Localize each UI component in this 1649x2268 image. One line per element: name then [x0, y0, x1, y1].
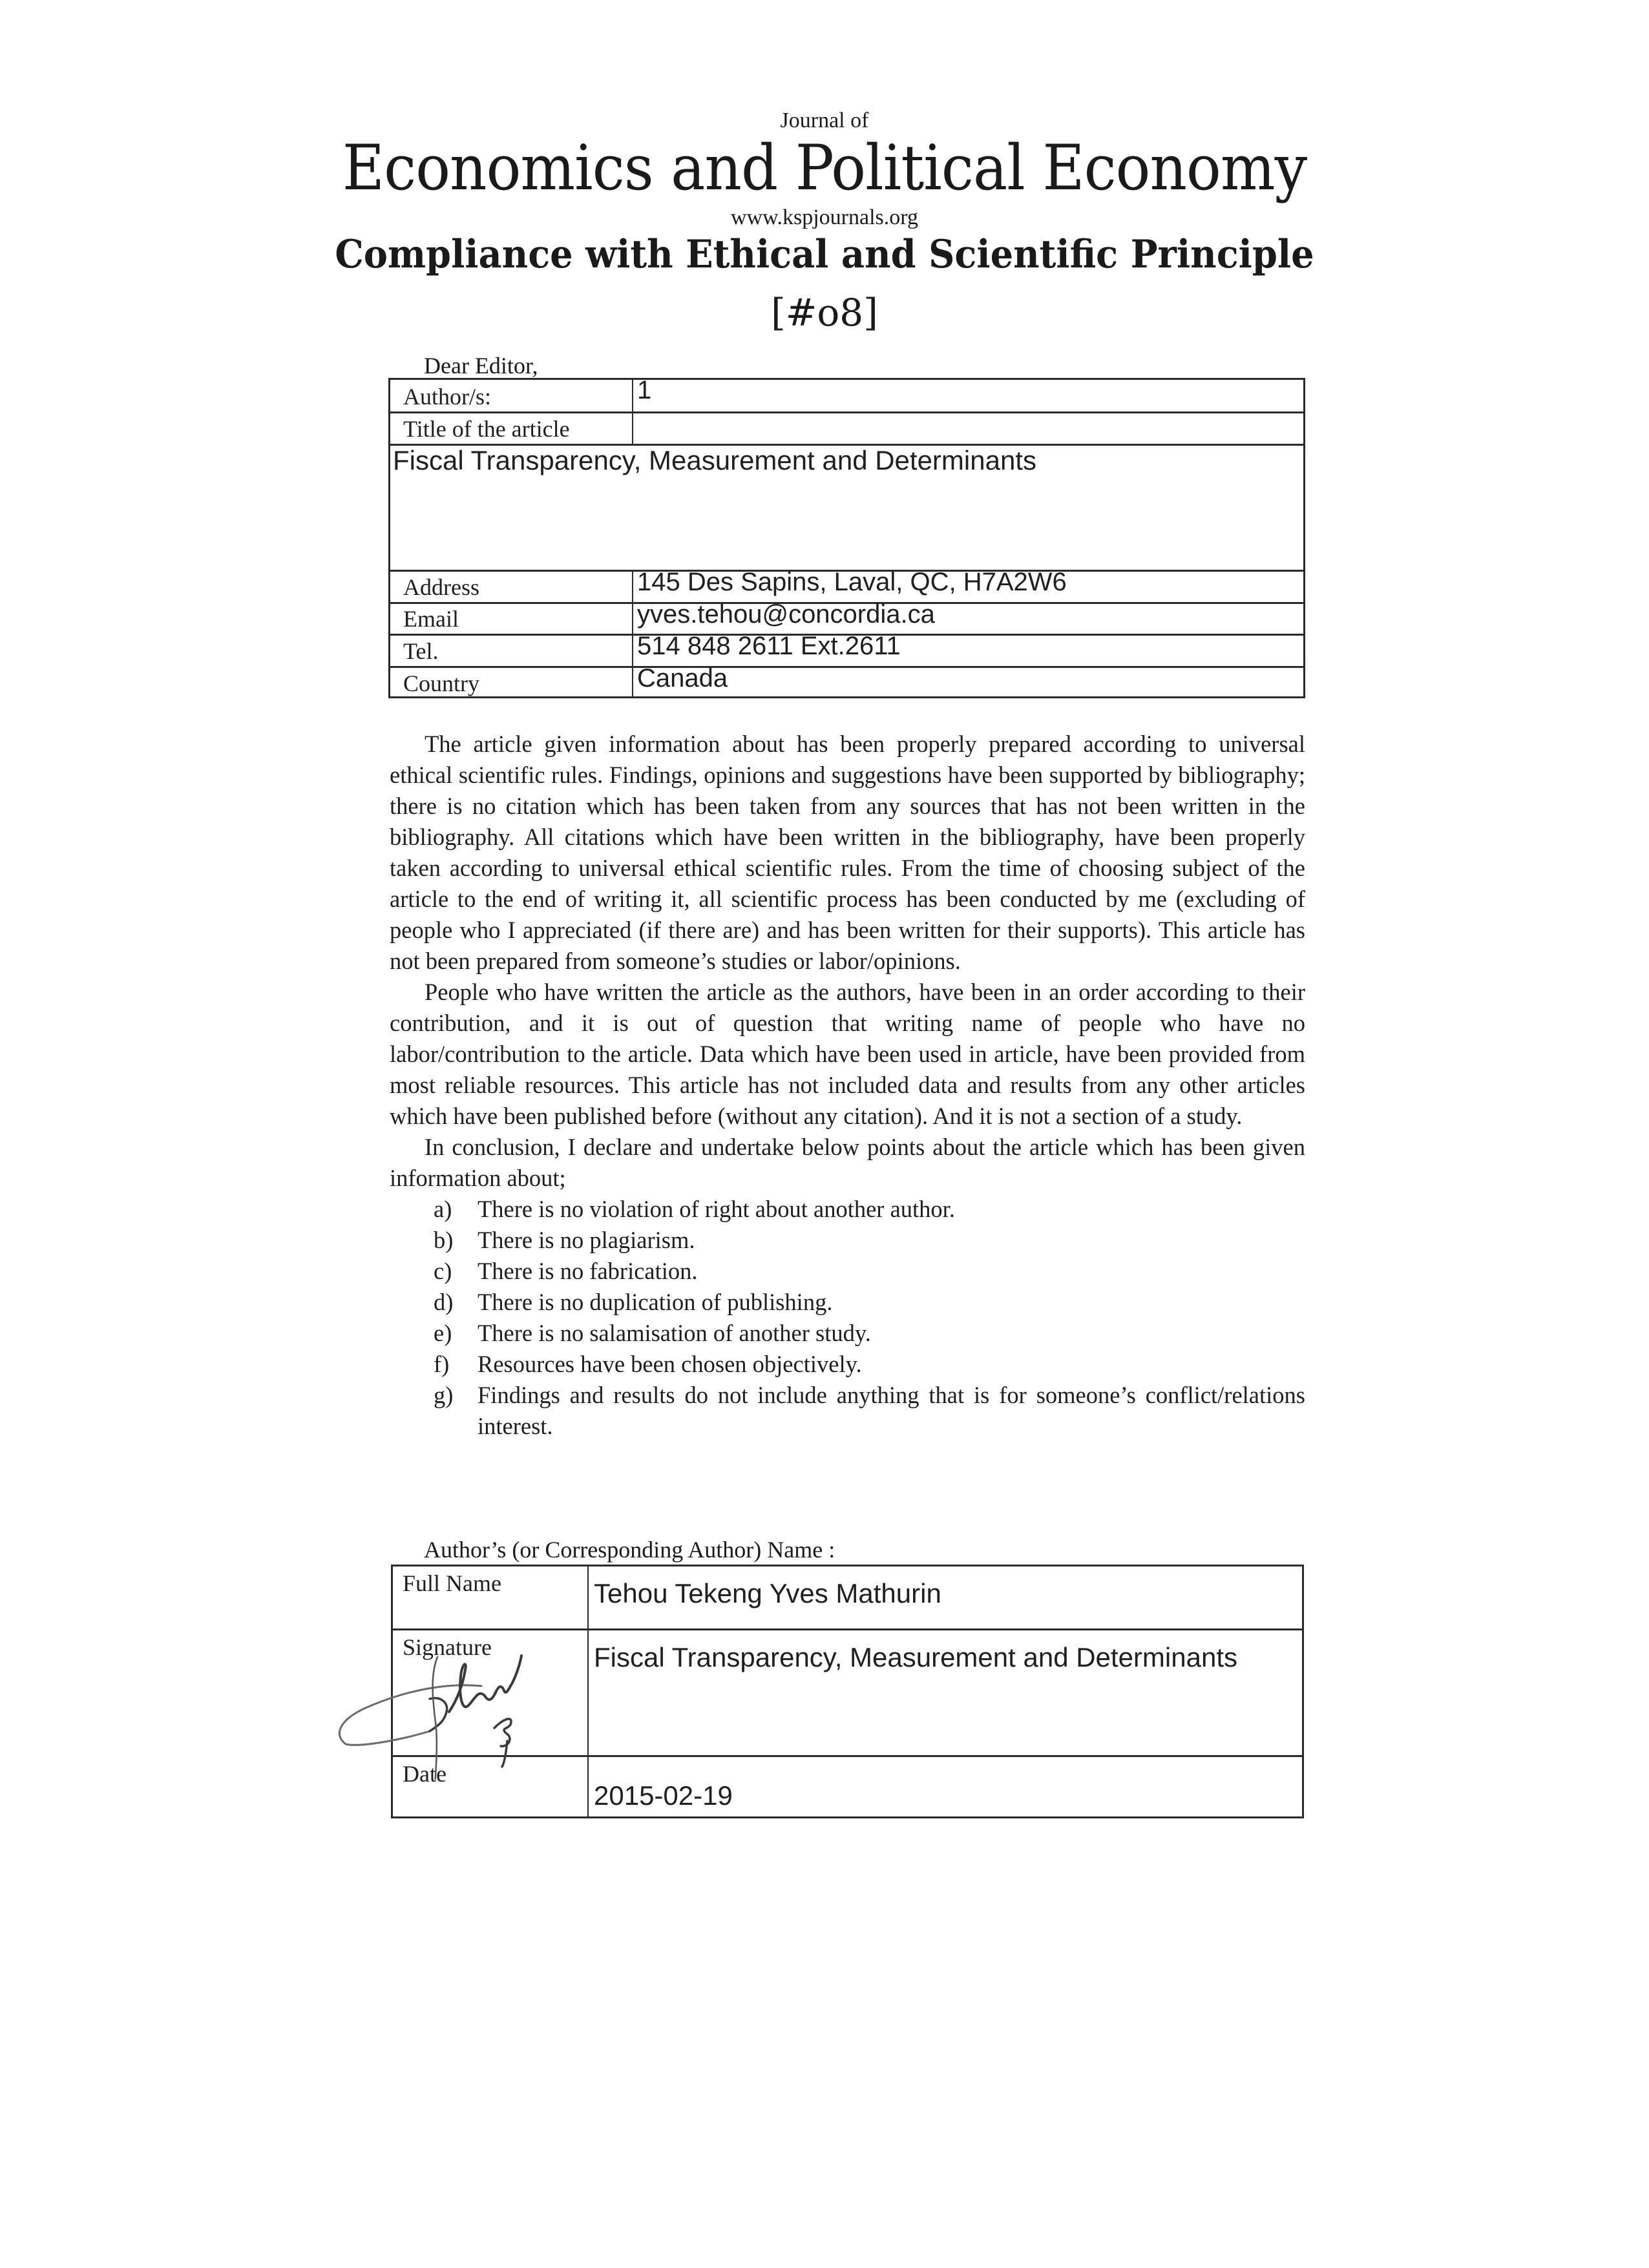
authors-label-cell	[390, 380, 632, 411]
declaration-item	[434, 1194, 1305, 1225]
tel-row	[390, 634, 1303, 666]
country-value: Canada	[637, 664, 728, 692]
email-value: yves.tehou@concordia.ca	[637, 600, 935, 629]
declaration-marker: b)	[434, 1227, 454, 1253]
tel-value-cell	[632, 632, 1303, 666]
declaration-item	[434, 1225, 1305, 1256]
signature-row	[393, 1628, 1302, 1755]
tel-label-cell	[390, 636, 632, 666]
journal-prefix: Journal of	[780, 109, 869, 132]
declaration-text: There is no plagiarism.	[478, 1227, 695, 1253]
salutation: Dear Editor,	[424, 353, 538, 379]
body-paragraph-3: In conclusion, I declare and undertake below points about the article which has been given information about;	[390, 1134, 1305, 1191]
declaration-text: There is no salamisation of another study.	[478, 1320, 871, 1346]
author-name-caption: Author’s (or Corresponding Author) Name :	[424, 1537, 835, 1563]
address-label-cell	[390, 572, 632, 602]
declaration-text: Resources have been chosen objectively.	[478, 1351, 862, 1377]
declaration-text: Findings and results do not include anything that is for someone’s conflict/relations interest.	[478, 1382, 1305, 1439]
date-value: 2015-02-19	[587, 1757, 1302, 1816]
journal-name: Economics and Political Economy	[342, 132, 1307, 204]
address-value-cell	[632, 568, 1303, 602]
country-label-cell	[390, 668, 632, 698]
declaration-text: There is no violation of right about another author.	[478, 1196, 955, 1222]
title-label: Title of the article	[403, 416, 570, 442]
tel-value: 514 848 2611 Ext.2611	[637, 632, 901, 660]
declaration-item	[434, 1318, 1305, 1349]
address-value: 145 Des Sapins, Laval, QC, H7A2W6	[637, 568, 1067, 596]
declaration-marker: d)	[434, 1289, 454, 1315]
title-empty-cell	[632, 413, 1303, 444]
authors-row	[390, 376, 1303, 411]
title-label-row	[390, 411, 1303, 444]
author-signature-table	[391, 1565, 1304, 1818]
declaration-marker: g)	[434, 1382, 454, 1408]
email-row	[390, 602, 1303, 634]
full-name-row	[393, 1566, 1302, 1628]
article-info-table	[388, 378, 1305, 698]
country-value-cell	[632, 664, 1303, 698]
article-title-value: Fiscal Transparency, Measurement and Determinants	[393, 445, 1036, 475]
title-label-cell	[390, 413, 632, 444]
body-paragraph-1: The article given information about has been properly prepared according to universal ethical scientific rules. Findings, opinions and suggestions have been supported by bibliography; there is no citation which has been taken from any sources that has not been written in the bibliography. All citations which have been written in the bibliography, have been properly taken according to universal ethical scientific rules. From the time of choosing subject of the article to the end of writing it, all scientific process has been conducted by me (excluding of people who I appreciated (if there are) and has been written for their supports). This article has not been prepared from someone’s studies or labor/opinions.	[390, 731, 1305, 974]
declaration-text: There is no duplication of publishing.	[478, 1289, 833, 1315]
authors-value-cell	[632, 376, 1303, 411]
country-label: Country	[403, 671, 480, 696]
full-name-value: Tehou Tekeng Yves Mathurin	[587, 1566, 1302, 1628]
tel-label: Tel.	[403, 638, 439, 664]
full-name-label: Full Name	[403, 1570, 501, 1596]
email-value-cell	[632, 600, 1303, 634]
declaration-item	[434, 1256, 1305, 1287]
declaration-item	[434, 1380, 1305, 1442]
declaration-marker: e)	[434, 1320, 452, 1346]
form-title: Compliance with Ethical and Scientific Principle	[335, 232, 1314, 277]
declaration-marker: c)	[434, 1258, 452, 1284]
date-row	[393, 1755, 1302, 1816]
country-row	[390, 666, 1303, 698]
signature-label: Signature	[403, 1634, 492, 1660]
authors-label: Author/s:	[403, 384, 492, 410]
declaration-list	[390, 1194, 1305, 1442]
body-paragraph-2: People who have written the article as the authors, have been in an order according to their contribution, and it is out of question that writing name of people who have no labor/contribution to the article. Data which have been used in article, have been provided from most reliable resources. This article has not included data and results from any other articles which have been published before (without any citation). And it is not a section of a study.	[390, 979, 1305, 1129]
declaration-marker: a)	[434, 1196, 452, 1222]
declaration-text: There is no fabrication.	[478, 1258, 698, 1284]
email-label-cell	[390, 604, 632, 634]
form-number: [#o8]	[771, 291, 878, 335]
authors-value: 1	[637, 376, 652, 404]
declaration-marker: f)	[434, 1351, 450, 1377]
journal-website: www.kspjournals.org	[731, 205, 918, 229]
declaration-item	[434, 1349, 1305, 1380]
declaration-item	[434, 1287, 1305, 1318]
declaration-body	[390, 729, 1305, 1442]
title-value-row	[390, 444, 1303, 570]
address-row	[390, 570, 1303, 602]
address-label: Address	[403, 574, 479, 600]
date-label: Date	[403, 1761, 446, 1787]
email-label: Email	[403, 606, 459, 632]
signature-value: Fiscal Transparency, Measurement and Determinants	[587, 1630, 1302, 1755]
